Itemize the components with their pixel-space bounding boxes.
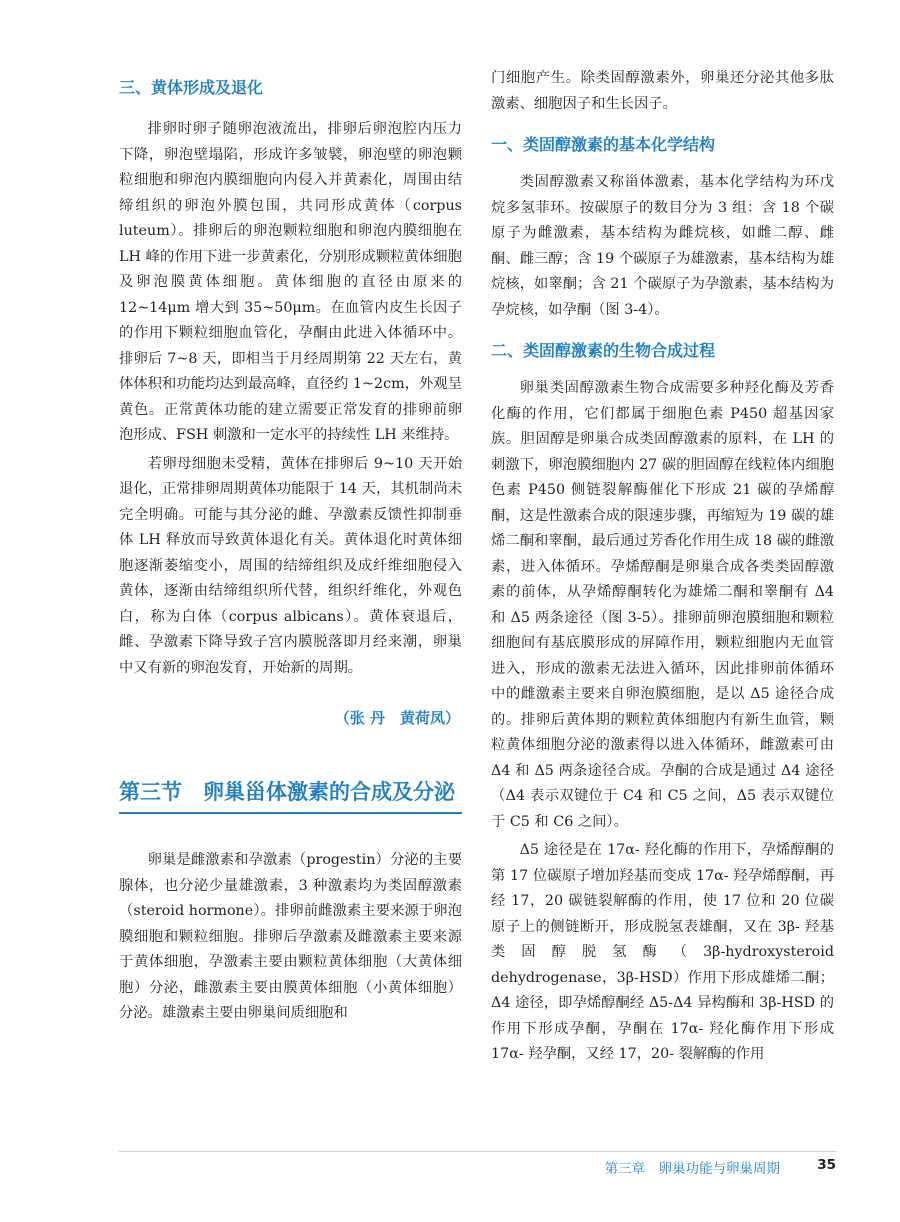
section-title: 第三节 卵巢甾体激素的合成及分泌 xyxy=(119,777,462,814)
right-column xyxy=(491,66,834,1068)
paragraph-continued: 门细胞产生。除类固醇激素外，卵巢还分泌其他多肽激素、细胞因子和生长因子。 xyxy=(491,70,834,112)
page-footer xyxy=(119,1151,836,1182)
page-number: 35 xyxy=(817,1157,836,1173)
subsection-heading-chemical-structure: 一、类固醇激素的基本化学结构 xyxy=(491,135,716,154)
paragraph-chemical-structure: 类固醇激素又称甾体激素，基本化学结构为环戊烷多氢菲环。按碳原子的数目分为 3 组：含 18 个碳原子为雌激素，基本结构为雌烷核，如雌二醇、雌酮、雌三醇；含 19 个碳原子为雄激素，基本结构为雄烷核，如睾酮；含 21 个碳原子为孕激素，基本结构为孕烷核，如孕酮（图 3-4）。 xyxy=(491,174,834,318)
paragraph-delta5-pathway: Δ5 途径是在 17α- 羟化酶的作用下，孕烯醇酮的第 17 位碳原子增加羟基而变成 17α- 羟孕烯醇酮，再经 17，20 碳链裂解酶的作用，使 17 位和 20 位碳原子上的侧链断开，形成脱氢表雄酮，又在 3β- 羟基类固醇脱氢酶（3β-hydroxysteroid dehydrogenase，3β-HSD）作用下形成雄烯二酮；Δ4 途径，即孕烯醇酮经 Δ5-Δ4 异构酶和 3β-HSD 的作用下形成孕酮，孕酮在 17α- 羟化酶作用下形成 17α- 羟孕酮，又经 17，20- 裂解酶的作用 xyxy=(491,842,834,1062)
paragraph-luteum-formation: 排卵时卵子随卵泡液流出，排卵后卵泡腔内压力下降，卵泡壁塌陷，形成许多皱襞，卵泡壁的卵泡颗粒细胞和卵泡内膜细胞向内侵入并黄素化，周围由结缔组织的卵泡外膜包围，共同形成黄体（corpus luteum）。排卵后的卵泡颗粒细胞和卵泡内膜细胞在 LH 峰的作用下进一步黄素化，分别形成颗粒黄体细胞及卵泡膜黄体细胞。黄体细胞的直径由原来的 12~14μm 增大到 35~50μm。在血管内皮生长因子的作用下颗粒细胞血管化，孕酮由此进入体循环中。排卵后 7~8 天，即相当于月经周期第 22 天左右，黄体体积和功能均达到最高峰，直径约 1~2cm，外观呈黄色。正常黄体功能的建立需要正常发育的排卵前卵泡形成、FSH 刺激和一定水平的持续性 LH 来维持。 xyxy=(119,121,462,443)
paragraph-ovary-hormones: 卵巢是雌激素和孕激素（progestin）分泌的主要腺体，也分泌少量雄激素，3 种激素均为类固醇激素（steroid hormone）。排卵前雌激素主要来源于卵泡膜细胞和颗粒细胞。排卵后孕激素及雌激素主要来源于黄体细胞，孕激素主要由颗粒黄体细胞（大黄体细胞）分泌，雌激素主要由膜黄体细胞（小黄体细胞）分泌。雄激素主要由卵巢间质细胞和 xyxy=(119,852,462,1021)
subsection-heading-biosynthesis: 二、类固醇激素的生物合成过程 xyxy=(491,341,716,360)
footer-chapter-title: 第三章 卵巢功能与卵巢周期 xyxy=(604,1161,780,1177)
paragraph-biosynthesis: 卵巢类固醇激素生物合成需要多种羟化酶及芳香化酶的作用，它们都属于细胞色素 P450 超基因家族。胆固醇是卵巢合成类固醇激素的原料，在 LH 的刺激下，卵泡膜细胞内 27 碳的胆固醇在线粒体内细胞色素 P450 侧链裂解酶催化下形成 21 碳的孕烯醇酮，这是性激素合成的限速步骤，再缩短为 19 碳的雄烯二酮和睾酮，最后通过芳香化作用生成 18 碳的雌激素，进入体循环。孕烯醇酮是卵巢合成各类类固醇激素的前体，从孕烯醇酮转化为雄烯二酮和睾酮有 Δ4 和 Δ5 两条途径（图 3-5）。排卵前卵泡膜细胞和颗粒细胞间有基底膜形成的屏障作用，颗粒细胞内无血管进入，形成的激素无法进入循环，因此排卵前体循环中的雌激素主要来自卵泡膜细胞，是以 Δ5 途径合成的。排卵后黄体期的颗粒黄体细胞内有新生血管，颗粒黄体细胞分泌的激素得以进入体循环，雌激素可由 Δ4 和 Δ5 两条途径合成。孕酮的合成是通过 Δ4 途径（Δ4 表示双键位于 C4 和 C5 之间，Δ5 表示双键位于 C5 和 C6 之间）。 xyxy=(491,380,834,830)
left-column xyxy=(119,66,462,1027)
subsection-heading-corpus-luteum: 三、黄体形成及退化 xyxy=(119,78,264,97)
paragraph-luteum-regression: 若卵母细胞未受精，黄体在排卵后 9~10 天开始退化，正常排卵周期黄体功能限于 14 天，其机制尚未完全明确。可能与其分泌的雌、孕激素反馈性抑制垂体 LH 释放而导致黄体退化有关。黄体退化时黄体细胞逐渐萎缩变小，周围的结缔组织及成纤维细胞侵入黄体，逐渐由结缔组织所代替，组织纤维化，外观色白，称为白体（corpus albicans）。黄体衰退后，雌、孕激素下降导致子宫内膜脱落即月经来潮，卵巢中又有新的卵泡发育，开始新的周期。 xyxy=(119,455,462,676)
author-signature: （张 丹 黄荷凤） xyxy=(334,709,460,727)
